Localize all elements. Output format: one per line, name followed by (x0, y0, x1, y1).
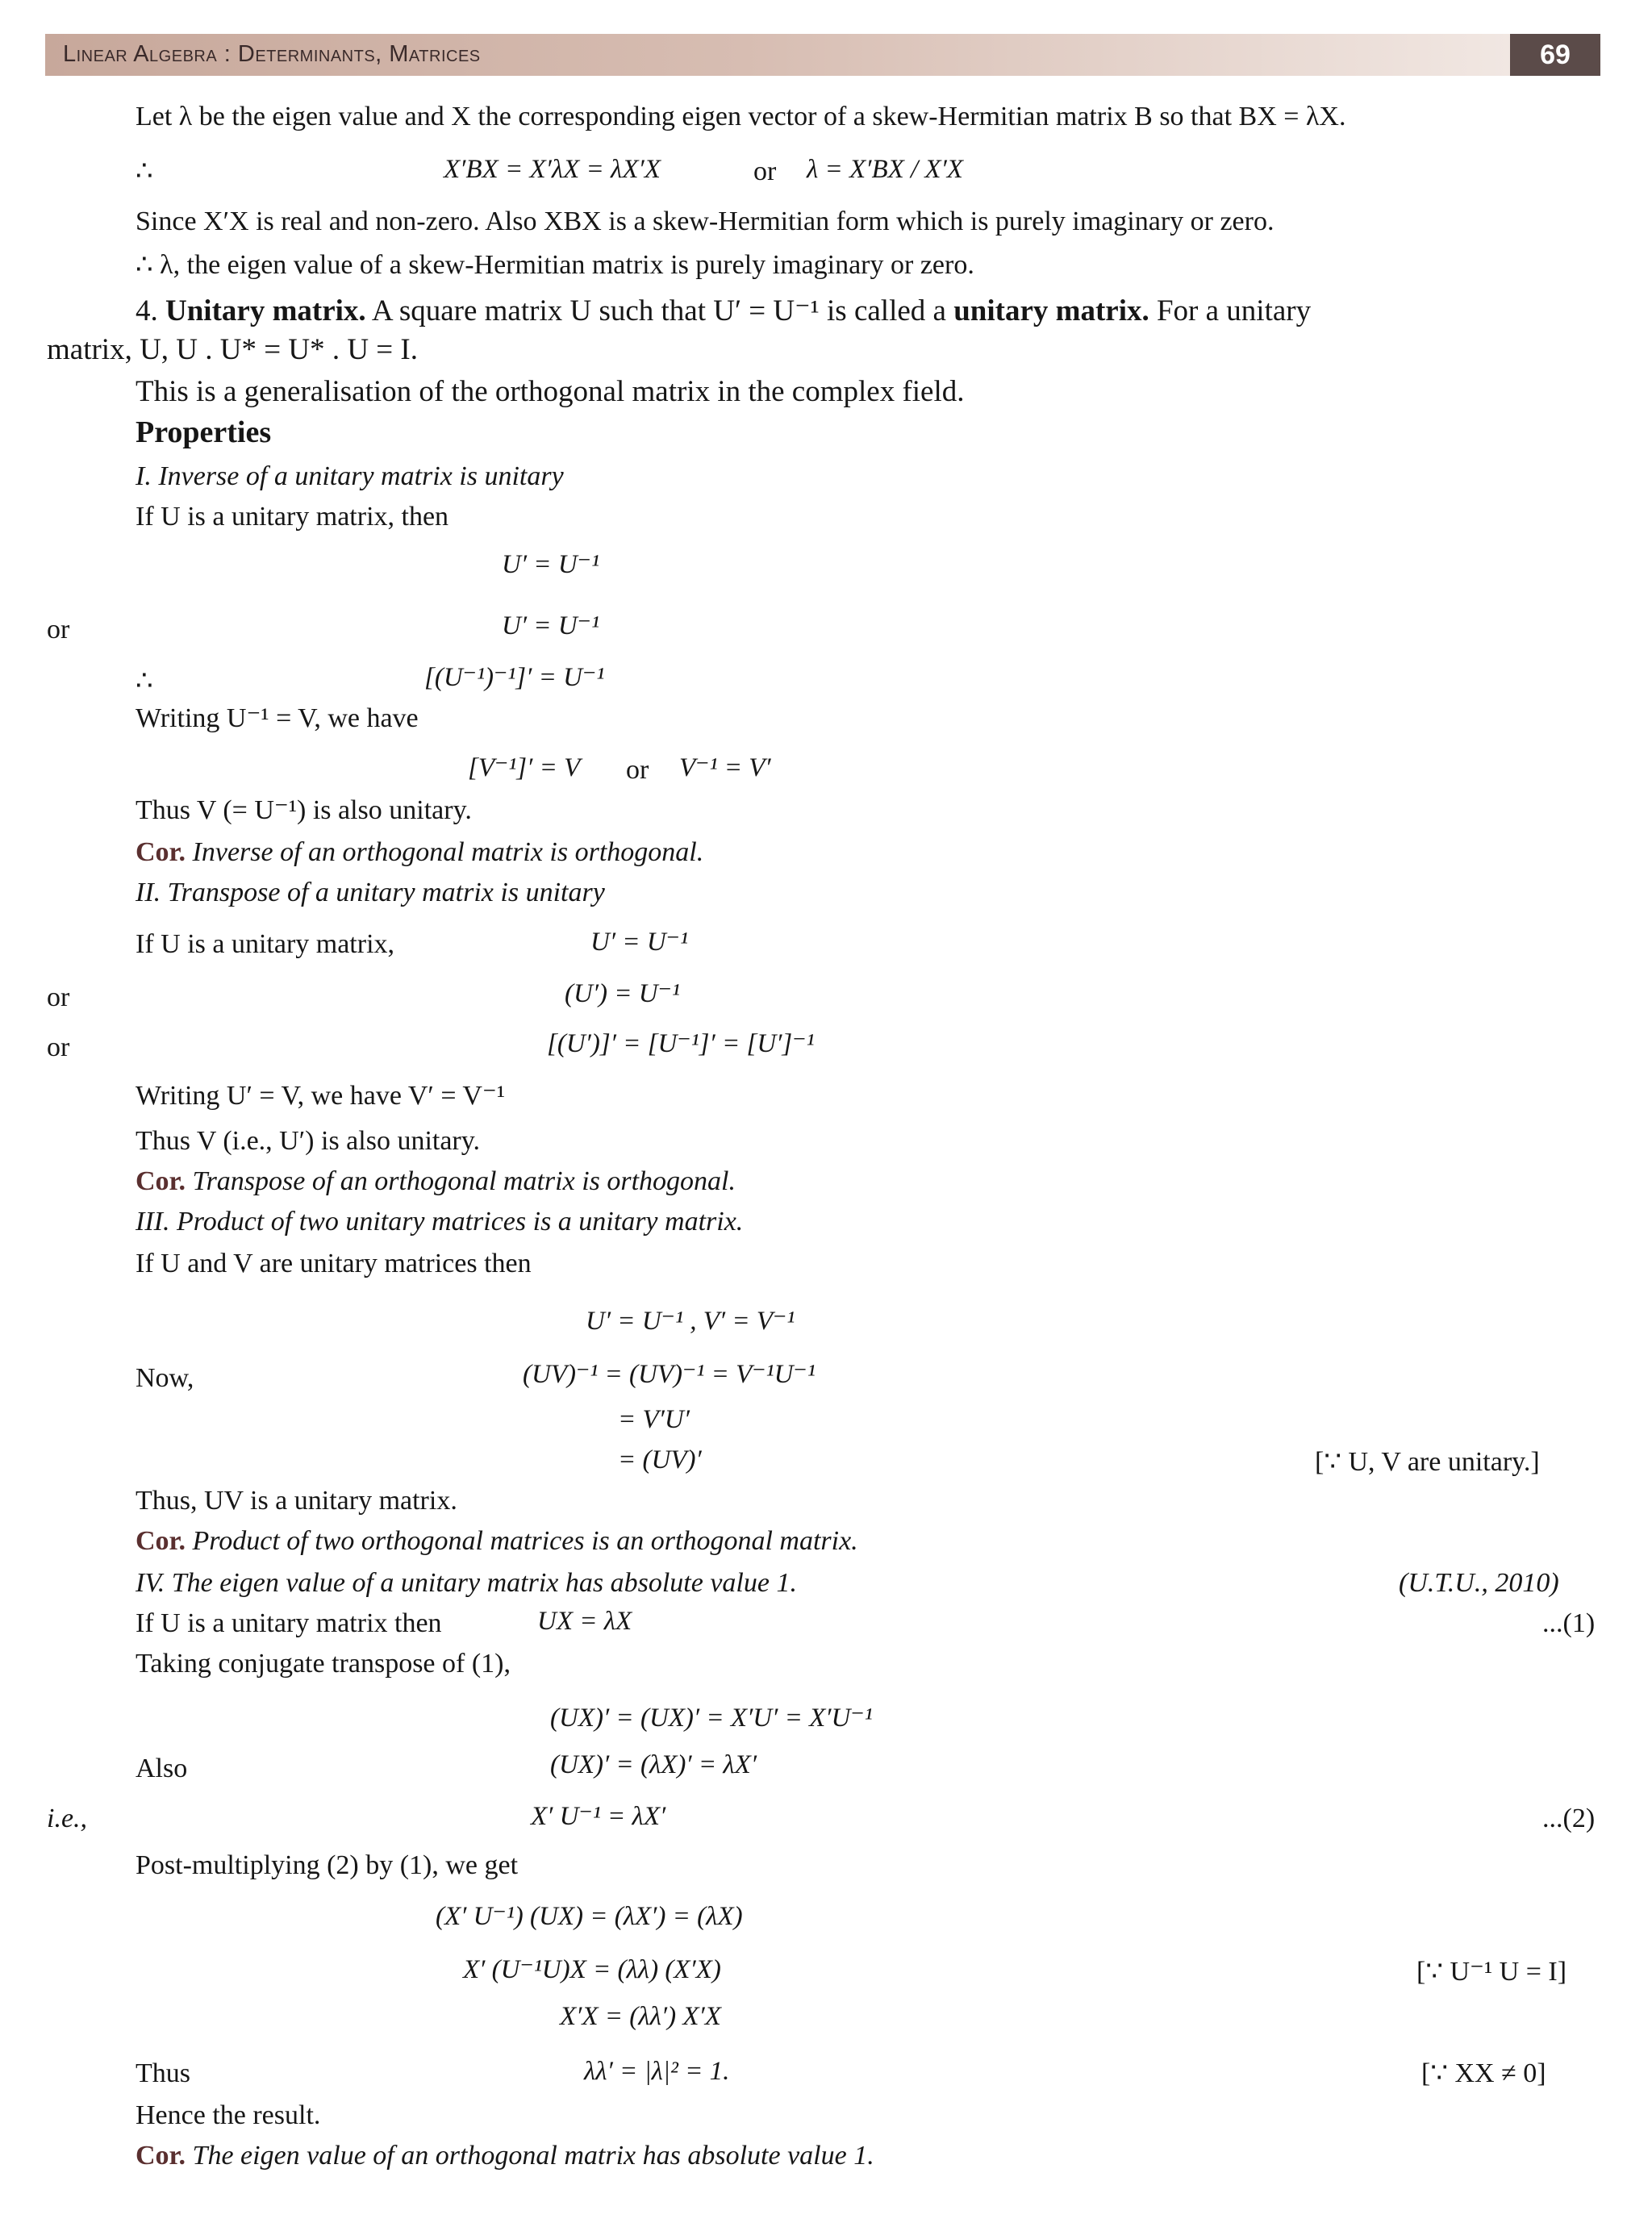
property-2-title: II. Transpose of a unitary matrix is unitary (136, 878, 605, 907)
paragraph-since: Since X′X is real and non-zero. Also XBX is a skew-Hermitian form which is purely imaginary or zero. (136, 206, 1274, 236)
prop2-eq-2: (U′) = U⁻¹ (565, 979, 680, 1008)
page-header (45, 34, 1600, 76)
item-4-unitary (136, 295, 1311, 328)
property-4-title: IV. The eigen value of a unitary matrix has absolute value 1. (136, 1568, 797, 1598)
running-head (63, 41, 481, 68)
prop4-eq-8: λλ′ = |λ|² = 1. (584, 2057, 730, 2086)
prop4-eq-5: (X′ U⁻¹) (UX) = (λX′) = (λX) (436, 1902, 743, 1931)
thus-label: Thus (136, 2058, 190, 2088)
corollary-1 (136, 837, 703, 867)
cor-label: Cor. (136, 837, 186, 867)
term-unitary-matrix: Unitary matrix. (165, 294, 366, 327)
cor-label: Cor. (136, 1526, 186, 1556)
cor-2-text: Transpose of an orthogonal matrix is orthogonal. (192, 1166, 736, 1196)
property-1-if: If U is a unitary matrix, then (136, 502, 449, 532)
cor-label: Cor. (136, 1166, 186, 1196)
heading-properties: Properties (136, 415, 272, 449)
prop2-thus: Thus V (i.e., U′) is also unitary. (136, 1126, 481, 1156)
property-4-if: If U is a unitary matrix then (136, 1608, 442, 1638)
cor-4-text: The eigen value of an orthogonal matrix has absolute value 1. (192, 2141, 874, 2171)
or-label: or (47, 982, 70, 1012)
paragraph-conclusion: ∴ λ, the eigen value of a skew-Hermitian matrix is purely imaginary or zero. (136, 250, 974, 280)
cor-1-text: Inverse of an orthogonal matrix is orthogonal. (192, 837, 704, 867)
property-3-title: III. Product of two unitary matrices is a unitary matrix. (136, 1207, 744, 1237)
prop4-reason-6: [∵ U⁻¹ U = I] (1416, 1957, 1567, 1987)
item-number: 4. (136, 294, 158, 327)
prop2-eq-1: U′ = U⁻¹ (590, 928, 688, 957)
equation-label-2: ...(2) (1542, 1804, 1596, 1833)
prop1-eq-4a: [V⁻¹]′ = V (468, 753, 581, 782)
prop3-eq-2: (UV)⁻¹ = (UV)⁻¹ = V⁻¹U⁻¹ (523, 1360, 816, 1389)
property-4-reference: (U.T.U., 2010) (1399, 1568, 1559, 1598)
prop1-eq-3: [(U⁻¹)⁻¹]′ = U⁻¹ (424, 663, 605, 692)
prop4-eq-3: (UX)′ = (λX)′ = λX′ (550, 1750, 757, 1779)
equation-1a: X′BX = X′λX = λX′X (444, 155, 661, 184)
also-label: Also (136, 1754, 188, 1783)
running-head-separator: : (217, 41, 238, 67)
equation-1b: λ = X′BX / X′X (807, 155, 963, 184)
prop3-reason: [∵ U, V are unitary.] (1315, 1447, 1540, 1477)
property-2-if: If U is a unitary matrix, (136, 929, 395, 959)
equation-label-1: ...(1) (1542, 1608, 1596, 1638)
prop4-eq-7: X′X = (λλ′) X′X (560, 2002, 721, 2031)
prop3-eq-3: = V′U′ (618, 1405, 690, 1434)
or-label: or (47, 615, 70, 644)
cor-3-text: Product of two orthogonal matrices is an orthogonal matrix. (192, 1526, 858, 1556)
term-unitary-matrix-2: unitary matrix. (953, 294, 1149, 327)
prop1-eq-2: U′ = U⁻¹ (502, 611, 599, 640)
prop3-eq-4: = (UV)′ (618, 1445, 702, 1474)
definition-continuation: matrix, U, U . U* = U* . U = I. (47, 333, 418, 366)
property-1-title: I. Inverse of a unitary matrix is unitary (136, 461, 564, 491)
prop1-eq-4b: V⁻¹ = V′ (679, 753, 771, 782)
therefore-symbol: ∴ (136, 666, 153, 696)
property-3-if: If U and V are unitary matrices then (136, 1249, 532, 1278)
prop3-eq-1: U′ = U⁻¹ , V′ = V⁻¹ (586, 1307, 795, 1336)
prop4-eq-4: X′ U⁻¹ = λX′ (531, 1802, 666, 1831)
therefore-symbol: ∴ (136, 156, 153, 186)
definition-text: A square matrix U such that U′ = U⁻¹ is called a (371, 294, 946, 327)
prop1-eq-1: U′ = U⁻¹ (502, 550, 599, 579)
prop2-writing: Writing U′ = V, we have V′ = V⁻¹ (136, 1081, 506, 1111)
paragraph-generalisation: This is a generalisation of the orthogonal matrix in the complex field. (136, 375, 965, 408)
page-number: 69 (1510, 34, 1600, 76)
prop3-thus: Thus, UV is a unitary matrix. (136, 1486, 457, 1516)
paragraph-eigen-intro: Let λ be the eigen value and X the corresponding eigen vector of a skew-Hermitian matrix B so that BX = λX. (136, 102, 1346, 131)
prop2-eq-3: [(U′)]′ = [U⁻¹]′ = [U′]⁻¹ (547, 1029, 815, 1058)
prop4-taking: Taking conjugate transpose of (1), (136, 1649, 511, 1679)
or-label: or (47, 1032, 70, 1062)
hence-result: Hence the result. (136, 2100, 321, 2130)
corollary-3 (136, 1526, 858, 1556)
corollary-2 (136, 1166, 736, 1196)
ie-label: i.e., (47, 1804, 88, 1833)
prop4-post-multiplying: Post-multiplying (2) by (1), we get (136, 1850, 519, 1880)
or-label: or (753, 156, 777, 186)
now-label: Now, (136, 1363, 194, 1393)
prop4-eq-2: (UX)′ = (UX)′ = X′U′ = X′U⁻¹ (550, 1704, 873, 1733)
running-head-part1: Linear Algebra (63, 41, 218, 67)
prop4-eq-6: X′ (U⁻¹U)X = (λλ) (X′X) (463, 1955, 721, 1984)
prop4-eq-1: UX = λX (537, 1607, 632, 1636)
cor-label: Cor. (136, 2141, 186, 2171)
definition-text-2: For a unitary (1156, 294, 1312, 327)
running-head-part2: Determinants, Matrices (237, 41, 481, 67)
prop1-thus: Thus V (= U⁻¹) is also unitary. (136, 795, 472, 825)
or-label: or (626, 755, 649, 785)
prop4-reason-8: [∵ XX ≠ 0] (1421, 2058, 1546, 2088)
corollary-4 (136, 2141, 874, 2171)
prop1-writing: Writing U⁻¹ = V, we have (136, 703, 419, 733)
